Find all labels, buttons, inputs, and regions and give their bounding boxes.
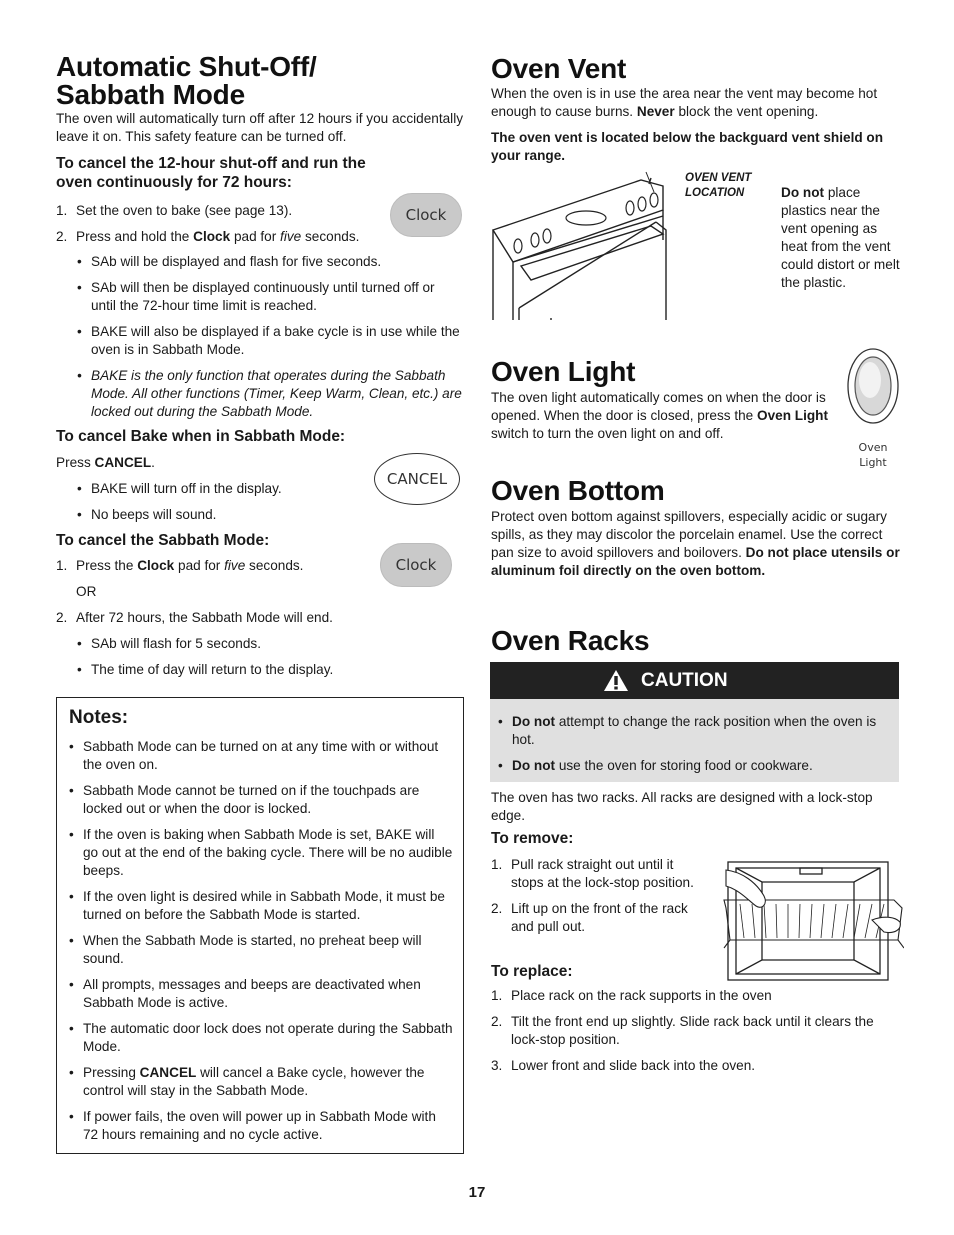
section-title-oven-racks: Oven Racks [491, 625, 650, 656]
text: Press [56, 455, 95, 470]
subheading-cancel-12hr [56, 154, 456, 192]
label-line: Oven [858, 441, 888, 454]
bullet-list [77, 480, 367, 524]
text-bold: Oven Light [757, 408, 828, 423]
notes-box [56, 697, 464, 1154]
list-item: • No beeps will sound. [77, 506, 367, 524]
vent-location-label [685, 171, 751, 201]
step-text: After 72 hours, the Sabbath Mode will end. [76, 610, 333, 625]
step-number: 1. [56, 203, 68, 218]
step-text-bold: Clock [137, 558, 175, 573]
label-line: LOCATION [685, 187, 745, 199]
clock-pad-icon: Clock [380, 543, 452, 587]
step-text: Set the oven to bake (see page 13). [76, 203, 293, 218]
notes-list [69, 738, 453, 1144]
step-text: pad for [174, 558, 225, 573]
caution-header [490, 662, 899, 699]
list-item [491, 900, 703, 936]
section-title-oven-bottom: Oven Bottom [491, 475, 665, 506]
list-item: • Sabbath Mode can be turned on at any time with or without the oven on. [69, 738, 453, 774]
step-text: Lower front and slide back into the oven. [511, 1058, 756, 1073]
list-item [491, 856, 703, 892]
caution-label: CAUTION [641, 670, 728, 691]
step-text: seconds. [245, 558, 304, 573]
step-text: Press and hold the [76, 229, 194, 244]
replace-steps [491, 987, 901, 1075]
list-item [56, 557, 386, 601]
step-number: 3. [491, 1058, 503, 1073]
list-item: • Sabbath Mode cannot be turned on if the touchpads are locked out or when the door is locked. [69, 782, 453, 818]
list-item: • If the oven is baking when Sabbath Mode is set, BAKE will go out at the end of the baking cycle. There will be no audible beeps. [69, 826, 453, 880]
text: . [151, 455, 155, 470]
label-line: Light [859, 456, 887, 469]
list-item [491, 987, 901, 1005]
text: switch to turn the oven light on and off. [491, 426, 724, 441]
subheading-line: oven continuously for 72 hours: [56, 174, 292, 191]
text: The oven light automatically comes on when the door is opened. When the door is closed, press the [491, 390, 826, 423]
vent-text [491, 85, 901, 121]
list-item [56, 228, 386, 246]
section-title-oven-light: Oven Light [491, 356, 636, 387]
list-item [56, 609, 386, 627]
caution-body [490, 699, 899, 782]
list-item: • All prompts, messages and beeps are deactivated when Sabbath Mode is active. [69, 976, 453, 1012]
text-bold: Never [636, 104, 675, 119]
step-text: seconds. [301, 229, 360, 244]
section-title-oven-vent: Oven Vent [491, 53, 627, 84]
step-number: 2. [491, 1014, 503, 1029]
text: use the oven for storing food or cookware. [555, 758, 813, 773]
text: When the oven is in use the area near the vent may become hot enough to cause burns. [491, 86, 878, 119]
step-number: 1. [56, 558, 68, 573]
caution-list [498, 713, 890, 775]
bullet-list [77, 635, 462, 679]
bottom-text [491, 508, 903, 580]
oven-rack-illustration [722, 860, 904, 982]
rack-drawing [722, 860, 904, 982]
text-bold: Do not [781, 185, 825, 200]
press-cancel-text [56, 454, 155, 472]
section-title-sabbath [56, 53, 456, 109]
oven-light-label [845, 440, 901, 470]
list-item: • BAKE is the only function that operates during the Sabbath Mode. All other functions (Timer, Keep Warm, Clean, etc.) are locked out during the Sabbath Mode. [77, 367, 462, 421]
switch-drawing [846, 347, 900, 425]
list-item: • SAb will flash for 5 seconds. [77, 635, 462, 653]
subheading-line: To cancel the 12-hour shut-off and run the [56, 155, 366, 172]
list-item: • When the Sabbath Mode is started, no preheat beep will sound. [69, 932, 453, 968]
list-item: • The time of day will return to the display. [77, 661, 462, 679]
step-number: 2. [491, 901, 503, 916]
text-bold: Do not place utensils or aluminum foil directly on the oven bottom. [491, 545, 900, 578]
list-item [69, 1064, 453, 1100]
step-text: Press the [76, 558, 138, 573]
vent-warning-text [781, 184, 903, 292]
cancel-pad-icon: CANCEL [374, 453, 460, 505]
step-number: 2. [56, 229, 68, 244]
list-item: • BAKE will turn off in the display. [77, 480, 367, 498]
subheading-replace: To replace: [491, 963, 573, 980]
list-item: • If the oven light is desired while in Sabbath Mode, it must be turned on before the Sabbath Mode is started. [69, 888, 453, 924]
list-item [498, 713, 890, 749]
range-illustration [491, 170, 671, 320]
text-bold: CANCEL [94, 455, 152, 470]
or-text: OR [76, 584, 97, 599]
text-bold: Do not [512, 758, 556, 773]
step-text-italic: five [280, 229, 302, 244]
subheading-cancel-sabbath: To cancel the Sabbath Mode: [56, 532, 270, 549]
steps-list [56, 202, 386, 246]
range-drawing [491, 170, 671, 320]
text: block the vent opening. [674, 104, 819, 119]
bullet-list [77, 253, 462, 421]
text: Pressing [83, 1065, 140, 1080]
page-number: 17 [468, 1184, 486, 1201]
step-text: Lift up on the front of the rack and pull out. [511, 901, 688, 934]
step-text: Tilt the front end up slightly. Slide rack back until it clears the lock-stop position. [511, 1014, 874, 1047]
racks-intro: The oven has two racks. All racks are designed with a lock-stop edge. [491, 790, 873, 823]
remove-steps [491, 856, 703, 936]
list-item: • If power fails, the oven will power up in Sabbath Mode with 72 hours remaining and no cycle active. [69, 1108, 453, 1144]
title-line: Sabbath Mode [56, 79, 245, 110]
text: place plastics near the vent opening as heat from the vent could distort or melt the plastic. [781, 185, 900, 290]
list-item [491, 1057, 901, 1075]
clock-pad-icon: Clock [390, 193, 462, 237]
oven-light-switch-icon [846, 347, 900, 425]
label-line: OVEN VENT [685, 172, 752, 184]
notes-title: Notes: [69, 707, 129, 728]
subheading-cancel-bake: To cancel Bake when in Sabbath Mode: [56, 428, 346, 445]
text: attempt to change the rack position when the oven is hot. [512, 714, 877, 747]
step-text: pad for [230, 229, 281, 244]
vent-location-text: The oven vent is located below the backguard vent shield on your range. [491, 130, 884, 163]
text-bold: CANCEL [139, 1065, 197, 1080]
warning-icon [603, 669, 629, 692]
step-number: 2. [56, 610, 68, 625]
list-item: • The automatic door lock does not operate during the Sabbath Mode. [69, 1020, 453, 1056]
text-bold: Do not [512, 714, 556, 729]
light-text [491, 389, 836, 443]
list-item [56, 202, 386, 220]
list-item: • BAKE will also be displayed if a bake cycle is in use while the oven is in Sabbath Mode. [77, 323, 462, 359]
title-line: Automatic Shut-Off/ [56, 51, 317, 82]
list-item: • SAb will then be displayed continuously until turned off or until the 72-hour time limit is reached. [77, 279, 462, 315]
step-text: Pull rack straight out until it stops at the lock-stop position. [511, 857, 694, 890]
text: Protect oven bottom against spillovers, especially acidic or sugary spills, as they may discolor the porcelain enamel. Use the correct pan size to avoid spillovers and boilovers. [491, 509, 887, 560]
list-item [491, 1013, 901, 1049]
list-item [498, 757, 890, 775]
step-number: 1. [491, 857, 503, 872]
steps-list [56, 557, 386, 627]
step-number: 1. [491, 988, 503, 1003]
intro-text: The oven will automatically turn off after 12 hours if you accidentally leave it on. This safety feature can be turned off. [56, 111, 464, 144]
step-text-italic: five [224, 558, 246, 573]
step-text-bold: Clock [193, 229, 231, 244]
step-text: Place rack on the rack supports in the oven [511, 988, 772, 1003]
list-item: • SAb will be displayed and flash for five seconds. [77, 253, 462, 271]
text: will cancel a Bake cycle, however the control will stay in the Sabbath Mode. [83, 1065, 425, 1098]
subheading-remove: To remove: [491, 830, 574, 847]
